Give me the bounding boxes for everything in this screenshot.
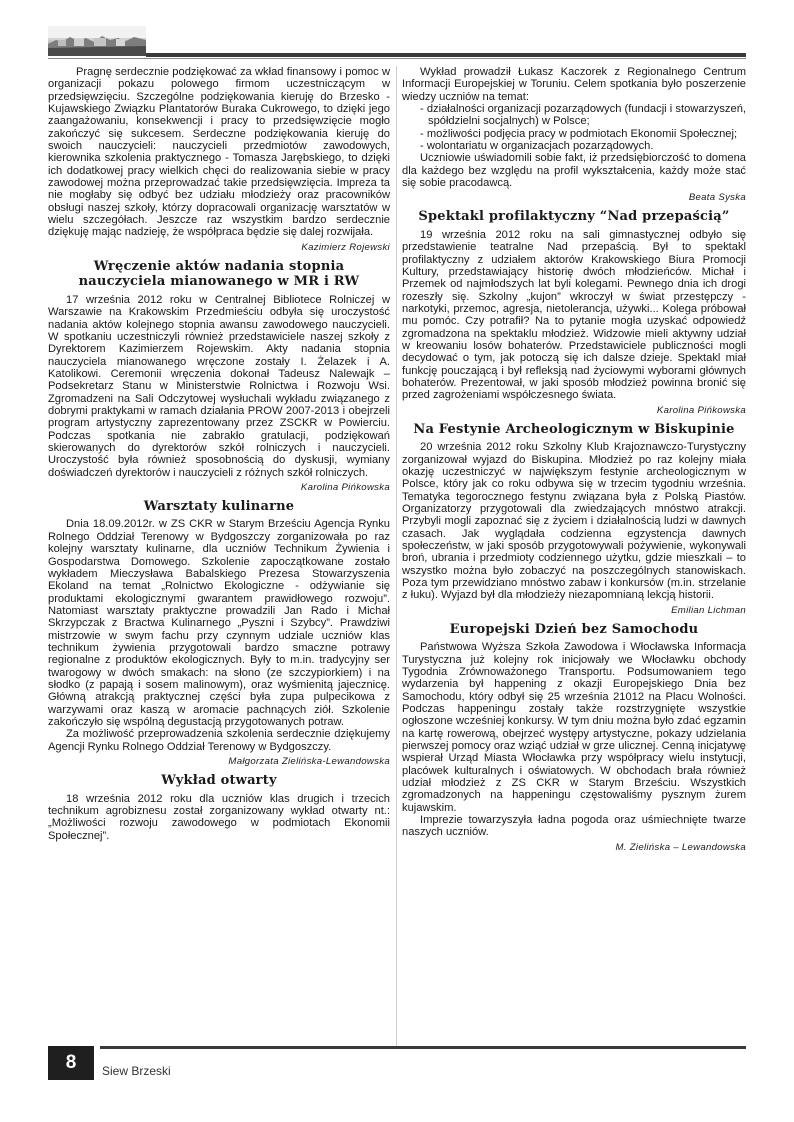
column-divider xyxy=(396,66,397,1046)
footer-rule xyxy=(100,1046,746,1049)
article-title-awards: Wręczenie aktów nadania stopnia nauczyciela mianowanego w MR i RW xyxy=(78,258,360,290)
thanks-signature: Kazimierz Rojewski xyxy=(301,241,390,253)
article-title-lecture: Wykład otwarty xyxy=(161,773,277,788)
right-column xyxy=(402,66,746,859)
page-number: 8 xyxy=(48,1046,94,1080)
lecture-continued-text: Wykład prowadził Łukasz Kaczorek z Regionalnego Centrum Informacji Europejskiej w Toruniu. Celem spotkania było poszerzenie wiedzy uczniów na temat: xyxy=(402,66,746,103)
article-title-play: Spektakl profilaktyczny “Nad przepaścią” xyxy=(418,209,730,225)
article-culinary-thanks: Za możliwość przeprowadzenia szkolenia serdecznie dziękujemy Agencji Rynku Rolnego Oddział Terenowy w Bydgoszczy. xyxy=(48,728,390,753)
list-item: - wolontariatu w organizacjach pozarządowych. xyxy=(412,140,746,152)
article-play-signature: Karolina Pińkowska xyxy=(656,404,746,416)
article-car-free-day-closing: Imprezie towarzyszyła ładna pogoda oraz uśmiechnięte twarze naszych uczniów. xyxy=(402,814,746,839)
article-title-biskupin: Na Festynie Archeologicznym w Biskupinie xyxy=(413,421,735,437)
article-awards-signature: Karolina Pińkowska xyxy=(300,481,390,493)
article-awards-text: 17 września 2012 roku w Centralnej Bibliotece Rolniczej w Warszawie na Krakowskim Przedmieściu odbyła się uroczystość nadania aktów kolejnego stopnia awansu zawodowego nauczycieli. W spotkaniu uczestniczyli również przedstawiciele naszej szkoły z Dyrektorem Kazimierzem Rojewskim. Akty nadania stopnia nauczyciela mianowanego wręczone zostały I. Żelazek i A. Katolikowi. Ceremonii wręczenia dokonał Tadeusz Nalewajk – Podsekretarz Stanu w Ministerstwie Rolnictwa i Rozwoju Wsi. Zgromadzeni na Sali Odczytowej wysłuchali wykładu związanego z dobrymi praktykami w ramach działania PROW 2007-2013 i obejrzeli program artystyczny zaprezentowany przez ZSCKR w Powierciu. Podczas spotkania nie zabrakło gratulacji, podziękowań skierowanych do dyrektorów szkół rolniczych i nauczycieli. Uroczystość była również sposobnością do dyskusji, wymiany doświadczeń dyrektorów i nauczycieli z różnych szkół rolniczych. xyxy=(48,293,390,479)
header-rule-thin xyxy=(48,58,746,59)
lecture-conclusion-text: Uczniowie uświadomili sobie fakt, iż przedsiębiorczość to domena dla każdego bez względu na profil wykształcenia, każdy może stać się sobie pracodawcą. xyxy=(402,152,746,190)
article-title-car-free-day: Europejski Dzień bez Samochodu xyxy=(449,621,699,637)
journal-name: Siew Brzeski xyxy=(102,1064,171,1078)
article-lecture-text: 18 września 2012 roku dla uczniów klas drugich i trzecich technikum agrobiznesu został zorganizowany wykład otwarty nt.: „Możliwości rozwoju zawodowego w podmiotach Ekonomii Społecznej”. xyxy=(48,792,390,842)
article-culinary-signature: Małgorzata Zielińska-Lewandowska xyxy=(228,756,390,767)
list-item: - działalności organizacji pozarządowych (fundacji i stowarzyszeń, spółdzielni socjalnych) w Polsce; xyxy=(412,103,746,128)
article-car-free-day-signature: M. Zielińska – Lewandowska xyxy=(615,841,746,853)
list-item: - możliwości podjęcia pracy w podmiotach Ekonomii Społecznej; xyxy=(412,128,746,140)
article-biskupin-text: 20 września 2012 roku Szkolny Klub Krajoznawczo-Turystyczny zorganizował wyjazd do Biskupina. Młodzież po raz kolejny miała okazję uczestniczyć w największym festynie archeologicznym w Polsce, który jak co roku odbywa się w trzecim tygodniu września. Tematyka tegorocznego festynu związana była z Polską Piastów. Organizatorzy przygotowali dla zwiedzających mnóstwo atrakcji. Przybyli mogli zapoznać się z życiem i działalnością ludzi w dawnych czasach. Jak wyglądała codzienna egzystencja dawnych społeczeństw, w jaki sposób przygotowywali pożywienie, wykonywali broń, ubrania i przedmioty codziennego użytku, gdzie mieszkali – to wszystko można było zobaczyć na poszczególnych stanowiskach. Poza tym przewidziano mnóstwo zabaw i konkursów (m.in. strzelanie z łuku). Wyjazd był dla młodzieży niezapomnianą lekcją historii. xyxy=(402,441,746,602)
header-rule xyxy=(146,53,746,57)
article-car-free-day-text: Państwowa Wyższa Szkoła Zawodowa i Włocławska Informacja Turystyczna już kolejny rok inicjowały we Włocławku obchody Tygodnia Zrównoważonego Transportu. Podsumowaniem tego wydarzenia był happening z okazji Europejskiego Dnia bez Samochodu, który odbył się 25 września 21012 na Placu Wolności. Podczas happeningu zostały także rozstrzygnięte wszystkie ogłoszone wcześniej konkursy. W tym dniu można było zdać egzamin na kartę rowerową, obejrzeć występy artystyczne, pokazy udzielania pierwszej pomocy oraz wziąć udział w grze ulicznej. Cenną inicjatywę wspierał Urząd Miasta Włocławka przy współpracy wielu instytucji, placówek kulturalnych i oświatowych. W obchodach brała również udział młodzież z ZS CKR w Starym Brześciu. Wszystkich zgromadzonych na happeningu częstowaliśmy pysznym żurem kujawskim. xyxy=(402,641,746,814)
thanks-paragraph: Pragnę serdecznie podziękować za wkład finansowy i pomoc w organizacji pokazu polowego firmom uczestniczącym w przedsięwzięciu. Szczególne podziękowania kieruję do Brzesko - Kujawskiego Związku Plantatorów Buraka Cukrowego, to dzięki jego zaangażowaniu, konsekwencji i pracy to przedsięwzięcie mogło zakończyć się sukcesem. Serdeczne podziękowania kieruję do swoich nauczycieli: nauczycieli przedmiotów zawodowych, kierownika szkolenia praktycznego - Tomasza Jarębskiego, to dzięki ich dodatkowej pracy wielkich chęci do realizowania siebie w pracy zawodowej można przeprowadzać takie przedsięwzięcia. Impreza ta nie mogłaby się odbyć bez udziału młodzieży oraz pracowników obsługi naszej szkoły, którzy dopracowali organizację warsztatów w wielu szczegółach. Jeszcze raz wszystkim bardzo serdecznie dziękuję mając nadzieję, że współpraca będzie się dalej rozwijała. xyxy=(48,66,390,239)
left-column xyxy=(48,66,390,842)
lecture-signature: Beata Syska xyxy=(688,192,746,204)
header-photo xyxy=(48,26,146,56)
article-title-culinary: Warsztaty kulinarne xyxy=(143,498,295,514)
article-biskupin-signature: Emilian Lichman xyxy=(671,604,746,616)
article-culinary-text: Dnia 18.09.2012r. w ZS CKR w Starym Brześciu Agencja Rynku Rolnego Oddział Terenowy w Bydgoszczy zorganizowała po raz kolejny warsztaty kulinarne, dla uczniów Technikum Żywienia i Gospodarstwa Domowego. Szkolenie zapoczątkowane zostało wykładem Mieczysława Babalskiego Prezesa Stowarzyszenia Ekoland na temat „Rolnictwo Ekologiczne - odżywianie się produktami ekologicznymi gwarantem prawidłowego rozwoju”. Natomiast warsztaty praktyczne prowadzili Jan Rado i Michał Skrzypczak z Bractwa Kulinarnego „Pyszni i Szybcy”. Prawdziwi mistrzowie w swym fachu przy czynnym udziale uczniów klas technikum żywienia przygotowali bardzo smaczne potrawy regionalne z produktów ekologicznych. Były to m.in. tradycyjny ser twarogowy w dwóch smakach: na słono (ze szczypiorkiem) i na słodko (z papają i sosem malinowym), oraz wyśmienitą jajecznicę. Główną atrakcją praktycznej części była zupa pulpecikowa z warzywami oraz kaszą w aromacie pachnących ziół. Szkolenie zakończyło się wspólną degustacją przygotowanych potraw. xyxy=(48,518,390,728)
article-play-text: 19 września 2012 roku na sali gimnastycznej odbyło się przedstawienie teatralne Nad przepaścią. Był to spektakl profilaktyczny z udziałem aktorów Krakowskiego Biura Promocji Kultury, przedstawiający historię dwóch młodzieńców. Michał i Przemek od najmłodszych lat byli kolegami. Pewnego dnia ich drogi rozeszły się. Szkolny „kujon” wkroczył w świat przestępczy - narkotyki, przemoc, agresja, nietolerancja, używki... Kolega próbował mu pomóc. Czy potrafił? Na to pytanie mogła uzyskać odpowiedź zgromadzona na spektaklu młodzież. Widzowie mieli aktywny udział w kreowaniu losów bohaterów. Przedstawiciele publiczności mogli decydować o tym, jak potoczą się ich dalsze dzieje. Spektakl miał funkcję pouczającą i był refleksją nad życiowymi wyborami głównych bohaterów. Prezentował, w jaki sposób młodzież powinna bronić się przed zagrożeniami współczesnego świata. xyxy=(402,228,746,402)
lecture-topics-list xyxy=(402,103,746,152)
